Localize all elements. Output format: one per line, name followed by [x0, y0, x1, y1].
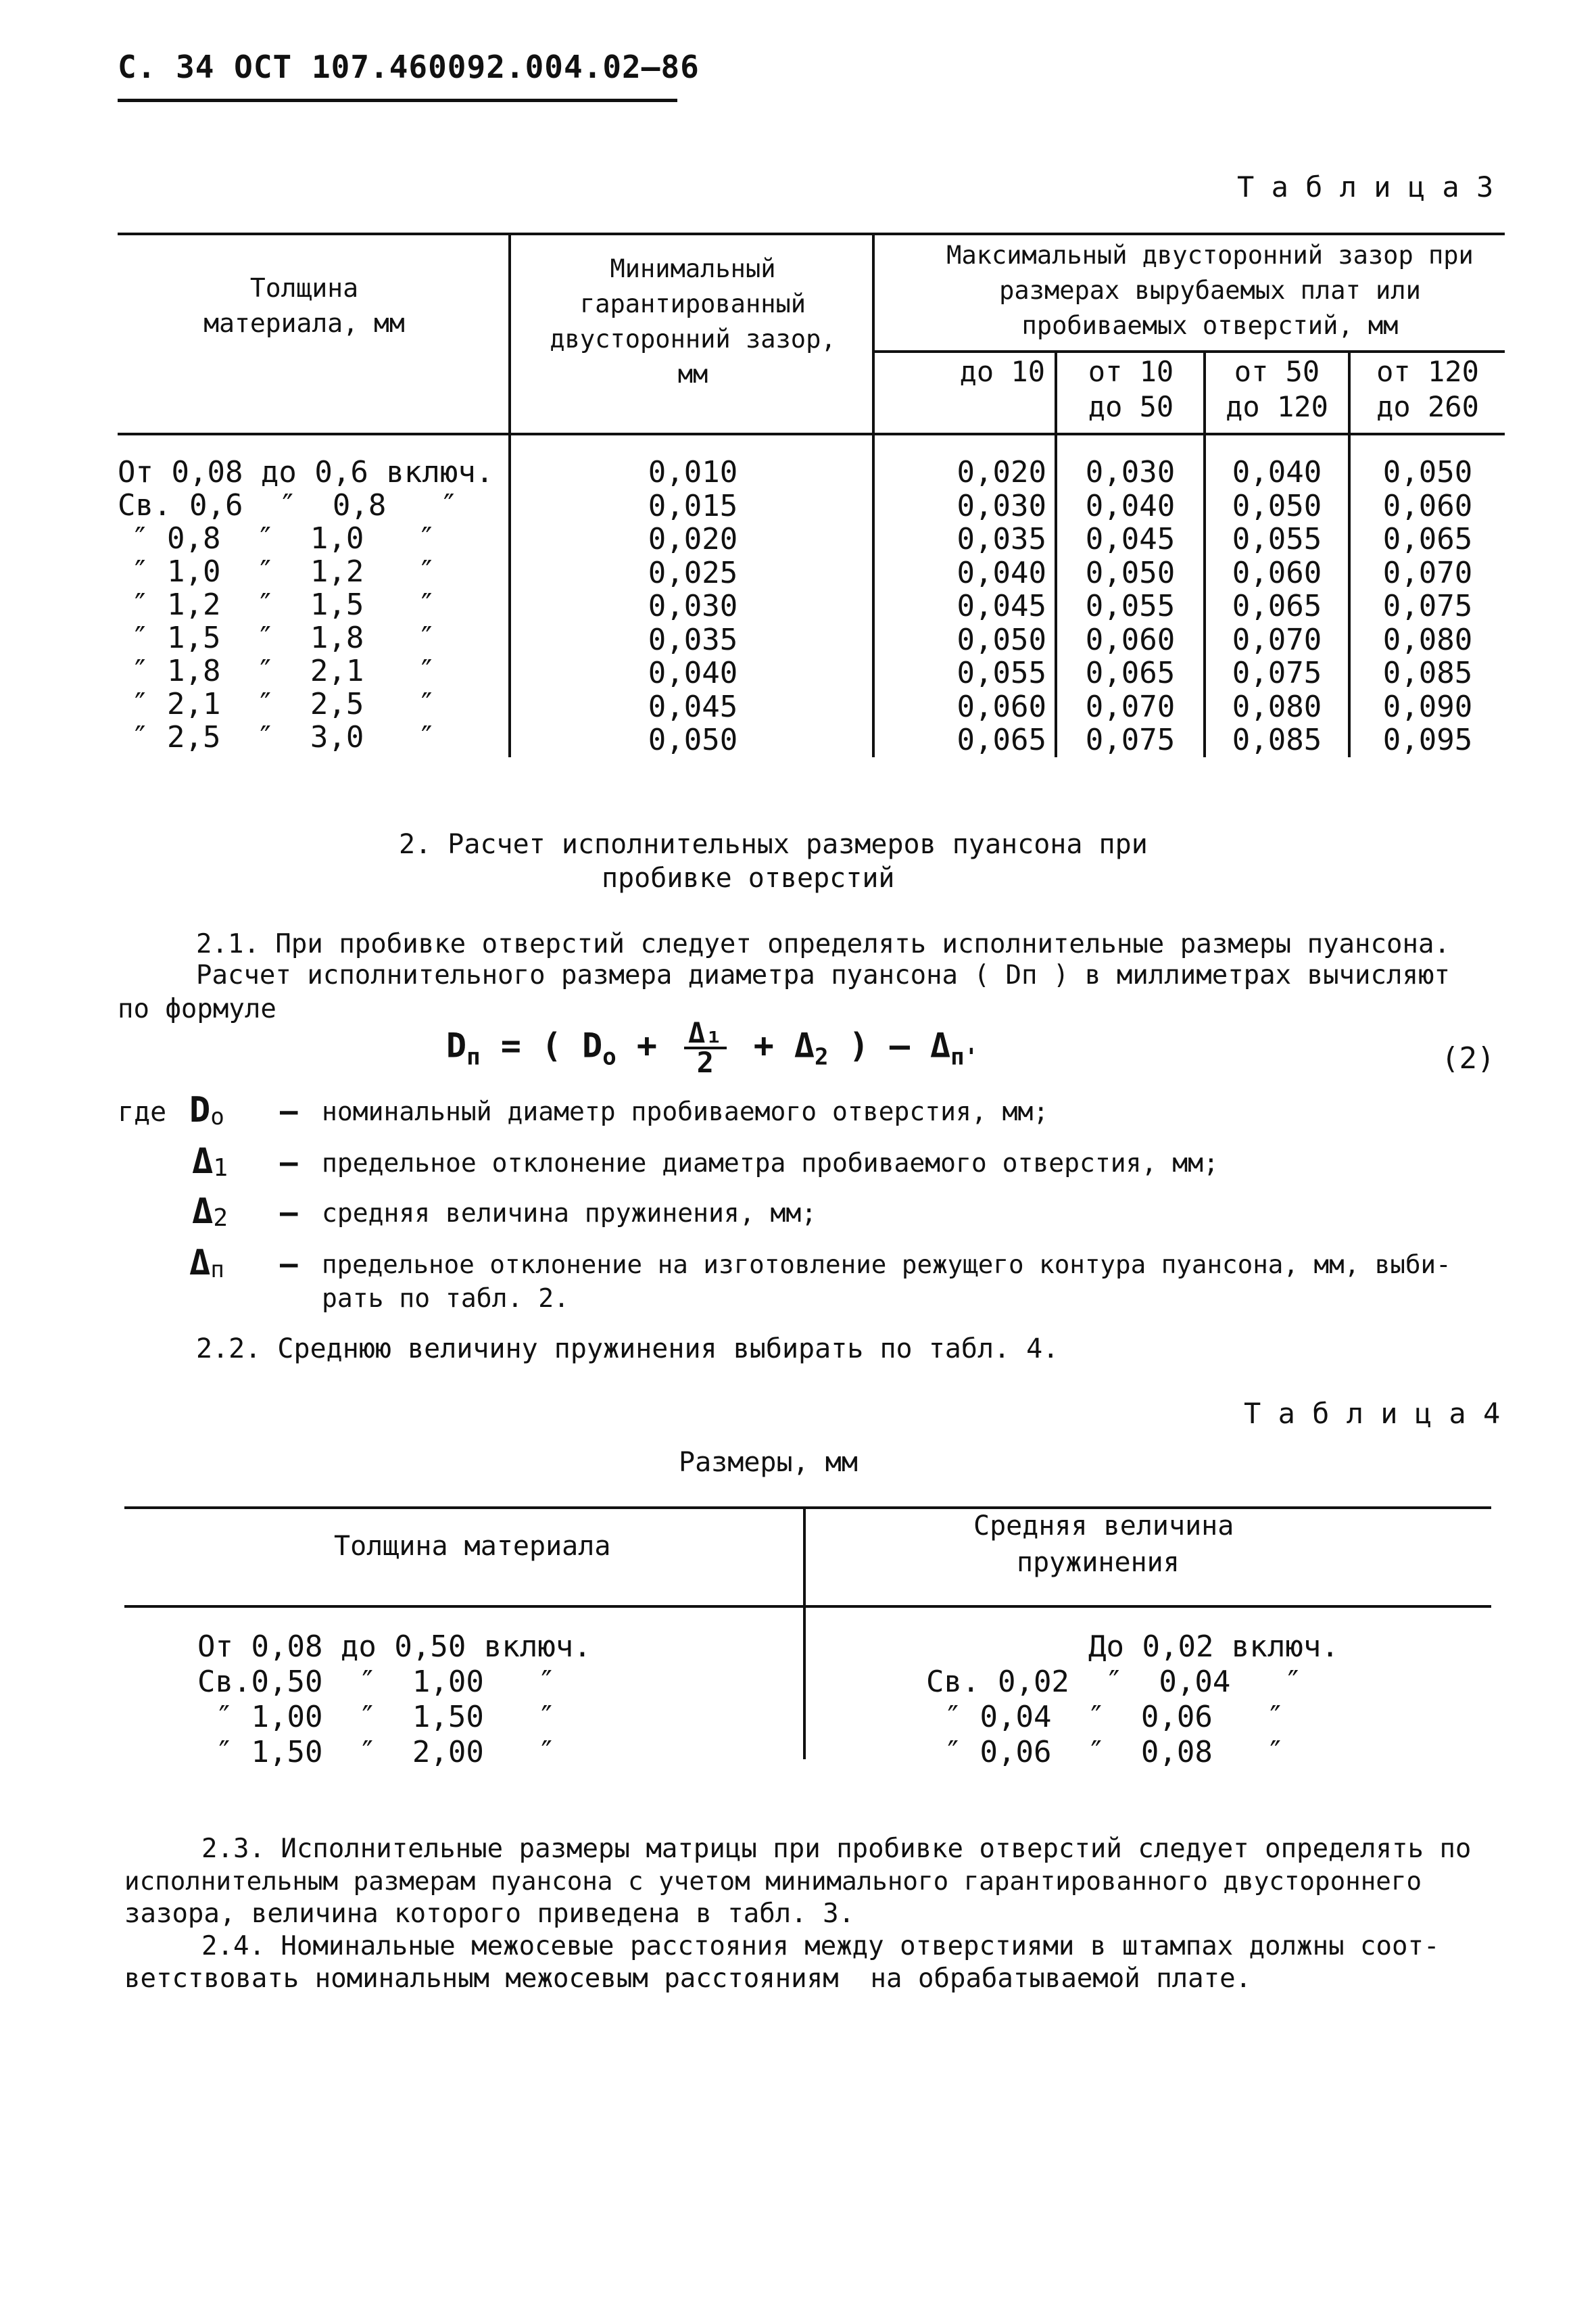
- def-deltap-dash: –: [280, 1247, 298, 1281]
- table-cell: 0,095: [1382, 723, 1473, 757]
- table-cell: 0,030: [1085, 455, 1176, 490]
- table-cell: 0,065: [1085, 656, 1176, 690]
- header-rule: [118, 99, 677, 102]
- formula-dp: D: [446, 1026, 467, 1066]
- formula-fraction: $\frac{\text{Δ₁}}{2}$: [684, 1020, 727, 1076]
- section2-heading-line2: пробивке отверстий: [602, 863, 895, 894]
- table-cell: 0,090: [1382, 689, 1473, 724]
- table3-subcol-2: от 10 до 50: [1088, 355, 1174, 423]
- table-cell: 0,075: [1232, 656, 1322, 690]
- table3-v2-column: [1059, 456, 1202, 757]
- p21-line1: 2.1. При пробивке отверстий следует определять исполнительные размеры пуансона.: [196, 929, 1450, 959]
- table-cell: 0,055: [957, 656, 1046, 690]
- table-cell: 0,055: [1232, 522, 1322, 556]
- table4-head-rule: [124, 1605, 1491, 1608]
- table-cell: 0,060: [1085, 622, 1176, 657]
- table-cell: ″ 1,00 ″ 1,50 ″: [197, 1700, 556, 1734]
- formula: $D_п$ = ( $D_о$ + $\frac{\text{Δ₁}}{2}$ + $\Delta_2$ ) – $\Delta_{п'}$: [446, 1016, 979, 1079]
- table-cell: 0,040: [648, 656, 738, 690]
- table-cell: 0,020: [957, 455, 1046, 490]
- table3-sub-rule: [872, 350, 1505, 353]
- table-cell: От 0,08 до 0,50 включ.: [197, 1629, 591, 1664]
- table3-subcol-4: от 120 до 260: [1376, 355, 1479, 423]
- p21-line3: по формуле: [118, 994, 276, 1024]
- table-cell: 0,010: [648, 455, 738, 490]
- table4-thickness-column: [197, 1629, 591, 1770]
- table3-col-thickness: Толщина материала, мм: [203, 273, 405, 338]
- table3-vline-2: [872, 233, 875, 757]
- table3-min-column: [514, 456, 872, 757]
- table-cell: 0,080: [1382, 622, 1473, 657]
- table-cell: ″ 0,06 ″ 0,08 ″: [926, 1735, 1284, 1769]
- table3-col-min-gap: Минимальный гарантированный двусторонний зазор, мм: [550, 254, 836, 389]
- table-cell: ″ 1,8 ″ 2,1 ″: [131, 654, 436, 688]
- def-deltap-text1: предельное отклонение на изготовление режущего контура пуансона, мм, выби-: [322, 1249, 1451, 1279]
- table-cell: 0,065: [1382, 522, 1473, 556]
- table-cell: 0,045: [957, 589, 1046, 623]
- table4-col-spring-line1: Средняя величина: [973, 1510, 1234, 1542]
- table3-vline-5: [1348, 350, 1351, 757]
- def-delta1: $\Delta_1$: [192, 1141, 228, 1183]
- p21-line2: Расчет исполнительного размера диаметра пуансона ( Dп ) в миллиметрах вычисляют: [196, 960, 1450, 991]
- table-cell: Св. 0,6 ″ 0,8 ″: [118, 488, 458, 523]
- table4-top-rule: [124, 1506, 1491, 1509]
- table-cell: 0,070: [1382, 555, 1473, 590]
- table-cell: 0,075: [1085, 723, 1176, 757]
- table-cell: 0,050: [957, 622, 1046, 657]
- table3-caption: Т а б л и ц а 3: [1237, 170, 1494, 204]
- table-cell: 0,060: [1382, 488, 1473, 523]
- table-cell: ″ 1,50 ″ 2,00 ″: [197, 1735, 556, 1769]
- table-cell: 0,085: [1382, 656, 1473, 690]
- p24-line2: ветствовать номинальным межосевым расстояниям на обрабатываемой плате.: [124, 1963, 1252, 1994]
- table-cell: 0,030: [648, 589, 738, 623]
- table4-vline: [803, 1506, 806, 1759]
- table-cell: ″ 0,8 ″ 1,0 ″: [131, 521, 436, 556]
- table-cell: ″ 0,04 ″ 0,06 ″: [926, 1700, 1284, 1734]
- table-cell: 0,030: [957, 488, 1046, 523]
- table-cell: 0,040: [1232, 455, 1322, 490]
- running-title: С. 34 ОСТ 107.460092.004.02–86: [118, 49, 700, 85]
- table3-subcol-3: от 50 до 120: [1226, 355, 1328, 423]
- def-deltap: $\Delta_п$: [189, 1243, 224, 1284]
- p23-line3: зазора, величина которого приведена в табл. 3.: [124, 1899, 855, 1929]
- table-cell: 0,085: [1232, 723, 1322, 757]
- table-cell: 0,060: [1232, 555, 1322, 590]
- table3-v4-column: [1353, 456, 1502, 757]
- p23-line2: исполнительным размерам пуансона с учетом минимального гарантированного двустороннего: [124, 1866, 1422, 1896]
- table-cell: 0,025: [648, 555, 738, 590]
- table-cell: 0,050: [1085, 555, 1176, 590]
- where-label: где: [118, 1097, 167, 1128]
- table-cell: ″ 2,5 ″ 3,0 ″: [131, 720, 436, 755]
- table-cell: До 0,02 включ.: [1088, 1629, 1339, 1664]
- formula-number: (2): [1441, 1041, 1495, 1076]
- table-cell: 0,065: [957, 723, 1046, 757]
- table-cell: 0,050: [1382, 455, 1473, 490]
- table-cell: 0,065: [1232, 589, 1322, 623]
- table3-v1-column: [876, 456, 1053, 757]
- table-cell: ″ 2,1 ″ 2,5 ″: [131, 687, 436, 721]
- table-cell: 0,020: [648, 522, 738, 556]
- def-d0-dash: –: [280, 1094, 298, 1128]
- table-cell: 0,035: [648, 622, 738, 657]
- table-cell: ″ 1,5 ″ 1,8 ″: [131, 621, 436, 655]
- table-cell: 0,040: [1085, 488, 1176, 523]
- table4-units: Размеры, мм: [679, 1447, 858, 1478]
- table3-top-rule: [118, 233, 1505, 235]
- table3-v3-column: [1207, 456, 1347, 757]
- table-cell: От 0,08 до 0,6 включ.: [118, 455, 494, 490]
- table3-vline-3: [1055, 350, 1057, 757]
- table-cell: 0,080: [1232, 689, 1322, 724]
- p22: 2.2. Среднюю величину пружинения выбирать по табл. 4.: [196, 1333, 1059, 1364]
- table4-caption: Т а б л и ц а 4: [1244, 1397, 1501, 1430]
- table3-head-rule: [118, 433, 1505, 435]
- def-delta1-text: предельное отклонение диаметра пробиваемого отверстия, мм;: [322, 1148, 1219, 1178]
- table-cell: 0,075: [1382, 589, 1473, 623]
- section2-heading-line1: 2. Расчет исполнительных размеров пуансона при: [399, 829, 1148, 860]
- table-cell: 0,035: [957, 522, 1046, 556]
- table3-thickness-column: [118, 456, 507, 754]
- def-delta2-dash: –: [280, 1195, 298, 1230]
- table-cell: Св. 0,02 ″ 0,04 ″: [926, 1665, 1303, 1699]
- table4-spring-column: [926, 1629, 1339, 1770]
- table3-vline-1: [508, 233, 511, 757]
- table-cell: 0,070: [1085, 689, 1176, 724]
- table-cell: 0,040: [957, 555, 1046, 590]
- p23-line1: 2.3. Исполнительные размеры матрицы при пробивке отверстий следует определять по: [201, 1834, 1472, 1864]
- table-cell: 0,015: [648, 488, 738, 523]
- def-delta2: $\Delta_2$: [192, 1191, 228, 1233]
- table-cell: 0,070: [1232, 622, 1322, 657]
- def-delta1-dash: –: [280, 1145, 298, 1180]
- table-cell: 0,050: [648, 723, 738, 757]
- table-cell: 0,050: [1232, 488, 1322, 523]
- table3-subcol-1: до 10: [959, 355, 1045, 388]
- table-cell: 0,045: [1085, 522, 1176, 556]
- def-delta2-text: средняя величина пружинения, мм;: [322, 1198, 817, 1228]
- def-d0: $D_о$: [189, 1090, 224, 1131]
- def-d0-text: номинальный диаметр пробиваемого отверстия, мм;: [322, 1097, 1049, 1126]
- table3-vline-4: [1203, 350, 1206, 757]
- table-cell: ″ 1,2 ″ 1,5 ″: [131, 588, 436, 622]
- p24-line1: 2.4. Номинальные межосевые расстояния между отверстиями в штампах должны соот-: [201, 1931, 1440, 1961]
- table-cell: ″ 1,0 ″ 1,2 ″: [131, 554, 436, 589]
- table-cell: 0,045: [648, 689, 738, 724]
- table3-col-max-gap: Максимальный двусторонний зазор при размерах вырубаемых плат или пробиваемых отверстий, мм: [946, 241, 1474, 340]
- def-deltap-text2: рать по табл. 2.: [322, 1283, 570, 1313]
- table4-col-spring-line2: пружинения: [1017, 1547, 1180, 1578]
- table-cell: 0,060: [957, 689, 1046, 724]
- table4-col-thickness: Толщина материала: [334, 1531, 611, 1562]
- table-cell: Св.0,50 ″ 1,00 ″: [197, 1665, 556, 1699]
- table-cell: 0,055: [1085, 589, 1176, 623]
